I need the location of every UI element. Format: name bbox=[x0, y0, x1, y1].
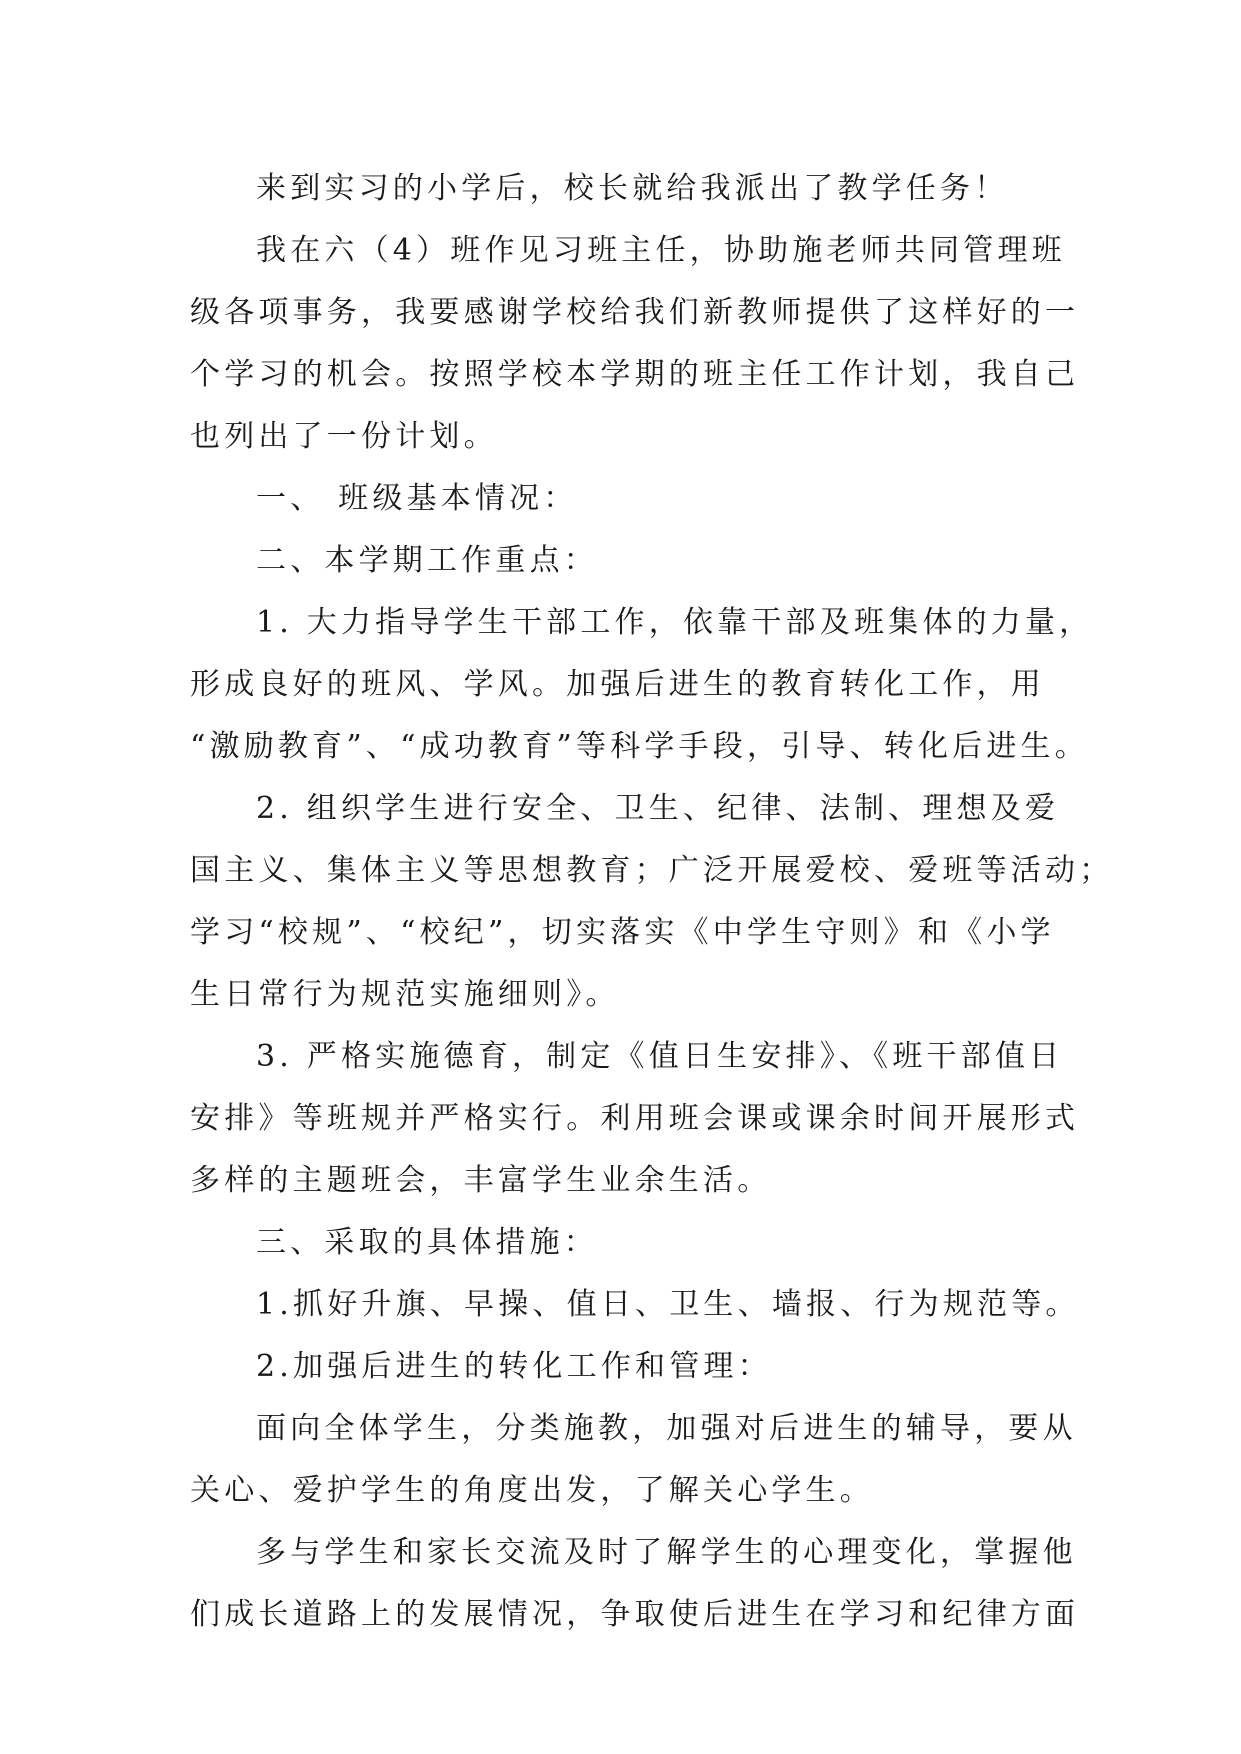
list-item-3-1 bbox=[190, 1274, 1080, 1336]
text-line: 学习“校规”、“校纪”，切实落实《中学生守则》和《小学 bbox=[190, 915, 1055, 950]
text-line: 面向全体学生，分类施教，加强对后进生的辅导，要从 bbox=[256, 1411, 1077, 1446]
heading-line: 三、采取的具体措施： bbox=[256, 1225, 598, 1260]
text-line: 们成长道路上的发展情况，争取使后进生在学习和纪律方面 bbox=[190, 1597, 1080, 1632]
list-item-2-3 bbox=[190, 1026, 1080, 1212]
text-line: 关心、爱护学生的角度出发，了解关心学生。 bbox=[190, 1473, 874, 1508]
text-line: 多样的主题班会，丰富学生业余生活。 bbox=[190, 1163, 772, 1198]
text-line: 形成良好的班风、学风。加强后进生的教育转化工作，用 bbox=[190, 667, 1045, 702]
list-item-2-1 bbox=[190, 592, 1094, 778]
text-line: 多与学生和家长交流及时了解学生的心理变化，掌握他 bbox=[256, 1535, 1077, 1570]
section-heading-1 bbox=[190, 468, 1050, 530]
list-item-3-2 bbox=[190, 1336, 1050, 1398]
paragraph-guidance bbox=[190, 1398, 1077, 1522]
text-line: 来到实习的小学后，校长就给我派出了教学任务！ bbox=[256, 171, 1009, 206]
text-line: 2. 组织学生进行安全、卫生、纪律、法制、理想及爱 bbox=[256, 791, 1060, 826]
text-line: 国主义、集体主义等思想教育；广泛开展爱校、爱班等活动； bbox=[190, 853, 1114, 888]
text-line: 1. 大力指导学生干部工作，依靠干部及班集体的力量， bbox=[256, 605, 1094, 640]
text-line: “激励教育”、“成功教育”等科学手段，引导、转化后进生。 bbox=[190, 729, 1089, 764]
list-item-2-2 bbox=[190, 778, 1114, 1026]
paragraph-intro bbox=[190, 158, 1050, 220]
paragraph-role bbox=[190, 220, 1080, 468]
document-body bbox=[190, 158, 1114, 1646]
paragraph-communication bbox=[190, 1522, 1080, 1646]
text-line: 2.加强后进生的转化工作和管理： bbox=[256, 1349, 772, 1384]
text-line: 也列出了一份计划。 bbox=[190, 419, 498, 454]
text-line: 我在六（4）班作见习班主任，协助施老师共同管理班 bbox=[256, 233, 1066, 268]
text-line: 生日常行为规范实施细则》。 bbox=[190, 977, 620, 1012]
text-line: 安排》等班规并严格实行。利用班会课或课余时间开展形式 bbox=[190, 1101, 1080, 1136]
text-line: 3. 严格实施德育，制定《值日生安排》、《班干部值日 bbox=[256, 1039, 1064, 1074]
text-line: 级各项事务，我要感谢学校给我们新教师提供了这样好的一 bbox=[190, 295, 1080, 330]
text-line: 1.抓好升旗、早操、值日、卫生、墙报、行为规范等。 bbox=[256, 1287, 1080, 1322]
heading-line: 二、本学期工作重点： bbox=[256, 543, 598, 578]
text-line: 个学习的机会。按照学校本学期的班主任工作计划，我自己 bbox=[190, 357, 1080, 392]
section-heading-2 bbox=[190, 530, 1050, 592]
section-heading-3 bbox=[190, 1212, 1050, 1274]
heading-line: 一、 班级基本情况： bbox=[256, 481, 578, 516]
